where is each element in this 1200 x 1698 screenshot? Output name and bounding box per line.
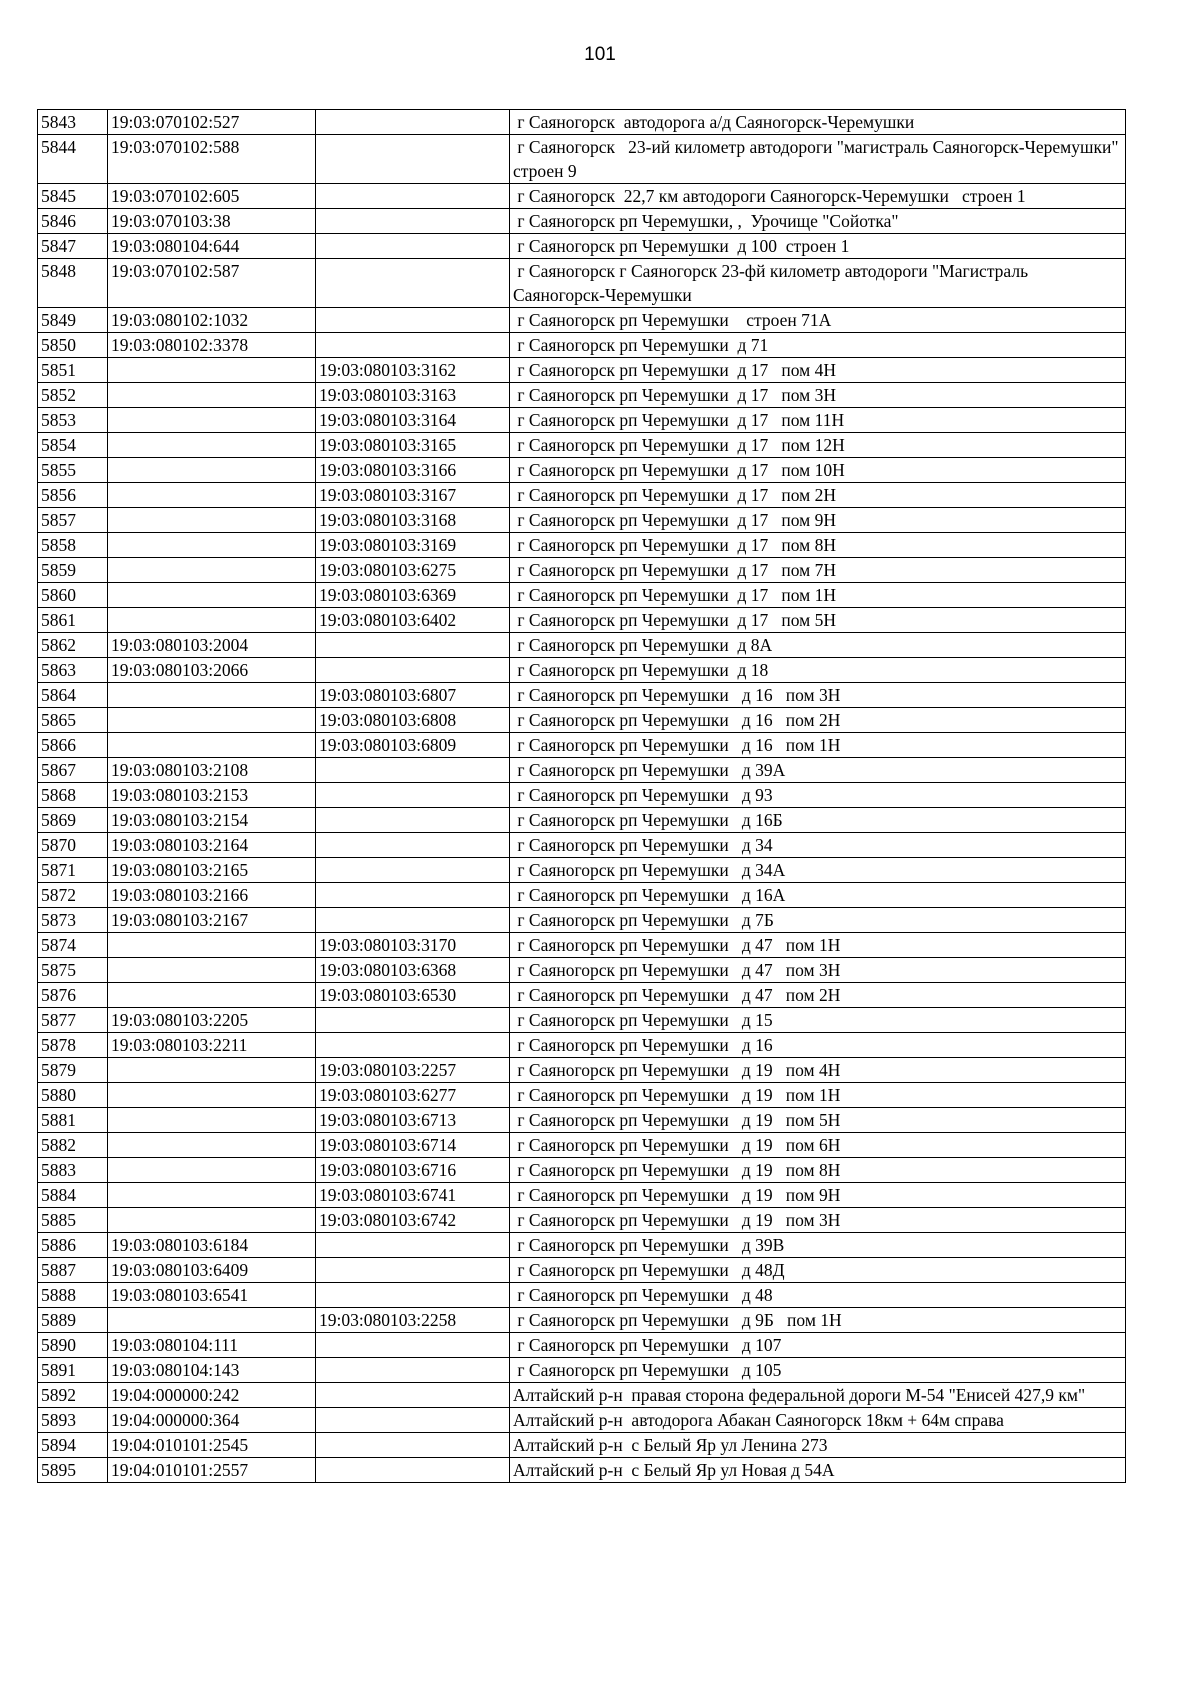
table-row [38,1283,1126,1308]
row-number-cell: 5850 [38,333,108,358]
table-row [38,758,1126,783]
row-number-cell: 5869 [38,808,108,833]
row-number-cell: 5858 [38,533,108,558]
address-cell: г Саяногорск рп Черемушки д 17 пом 1Н [510,583,1126,608]
address-cell: г Саяногорск рп Черемушки д 105 [510,1358,1126,1383]
premises-cadastral-number-cell [316,883,510,908]
table-row [38,234,1126,259]
cadastral-number-cell: 19:04:000000:242 [108,1383,316,1408]
table-row [38,135,1126,184]
cadastral-number-cell [108,433,316,458]
table-row [38,1008,1126,1033]
address-cell: г Саяногорск рп Черемушки д 19 пом 3Н [510,1208,1126,1233]
address-cell: г Саяногорск рп Черемушки д 48Д [510,1258,1126,1283]
page-number: 101 [584,44,616,65]
row-number-cell: 5866 [38,733,108,758]
cadastral-number-cell [108,1308,316,1333]
premises-cadastral-number-cell [316,1433,510,1458]
cadastral-number-cell: 19:04:010101:2545 [108,1433,316,1458]
cadastral-number-cell: 19:03:070102:527 [108,110,316,135]
row-number-cell: 5868 [38,783,108,808]
cadastral-number-cell [108,558,316,583]
cadastral-number-cell [108,608,316,633]
row-number-cell: 5888 [38,1283,108,1308]
row-number-cell: 5874 [38,933,108,958]
table-row [38,883,1126,908]
table-row [38,658,1126,683]
cadastral-number-cell [108,1158,316,1183]
premises-cadastral-number-cell: 19:03:080103:3169 [316,533,510,558]
row-number-cell: 5876 [38,983,108,1008]
address-cell: г Саяногорск рп Черемушки д 17 пом 4Н [510,358,1126,383]
address-cell: г Саяногорск рп Черемушки д 34 [510,833,1126,858]
table-row [38,1358,1126,1383]
cadastral-number-cell [108,1108,316,1133]
premises-cadastral-number-cell [316,234,510,259]
row-number-cell: 5852 [38,383,108,408]
premises-cadastral-number-cell: 19:03:080103:6716 [316,1158,510,1183]
address-cell: г Саяногорск рп Черемушки д 17 пом 3Н [510,383,1126,408]
row-number-cell: 5885 [38,1208,108,1233]
premises-cadastral-number-cell: 19:03:080103:6368 [316,958,510,983]
cadastral-number-cell: 19:03:080103:6409 [108,1258,316,1283]
table-row [38,458,1126,483]
row-number-cell: 5895 [38,1458,108,1483]
address-cell: г Саяногорск 23-ий километр автодороги "магистраль Саяногорск-Черемушки" строен 9 [510,135,1126,184]
cadastral-number-cell: 19:03:080103:2004 [108,633,316,658]
row-number-cell: 5849 [38,308,108,333]
address-cell: г Саяногорск рп Черемушки д 93 [510,783,1126,808]
address-cell: Алтайский р-н с Белый Яр ул Новая д 54А [510,1458,1126,1483]
address-cell: г Саяногорск рп Черемушки д 9Б пом 1Н [510,1308,1126,1333]
cadastral-number-cell [108,508,316,533]
cadastral-number-cell: 19:03:080102:1032 [108,308,316,333]
address-cell: г Саяногорск рп Черемушки д 16 пом 3Н [510,683,1126,708]
row-number-cell: 5881 [38,1108,108,1133]
address-cell: г Саяногорск рп Черемушки д 16 пом 1Н [510,733,1126,758]
premises-cadastral-number-cell: 19:03:080103:6275 [316,558,510,583]
row-number-cell: 5886 [38,1233,108,1258]
table-row [38,1308,1126,1333]
address-cell: г Саяногорск рп Черемушки д 16 пом 2Н [510,708,1126,733]
address-cell: г Саяногорск рп Черемушки, , Урочище "Сойотка" [510,209,1126,234]
table-row [38,358,1126,383]
row-number-cell: 5883 [38,1158,108,1183]
registry-table-body [38,110,1132,1483]
row-number-cell: 5871 [38,858,108,883]
table-row [38,783,1126,808]
row-number-cell: 5890 [38,1333,108,1358]
table-row [38,259,1126,308]
premises-cadastral-number-cell [316,1458,510,1483]
cadastral-number-cell: 19:03:070103:38 [108,209,316,234]
cadastral-number-cell [108,1083,316,1108]
cadastral-number-cell: 19:03:080103:2165 [108,858,316,883]
cadastral-number-cell [108,683,316,708]
row-number-cell: 5887 [38,1258,108,1283]
table-row [38,533,1126,558]
table-row [38,633,1126,658]
premises-cadastral-number-cell [316,633,510,658]
table-row [38,1458,1126,1483]
row-number-cell: 5864 [38,683,108,708]
premises-cadastral-number-cell: 19:03:080103:3164 [316,408,510,433]
cadastral-number-cell: 19:03:080104:644 [108,234,316,259]
address-cell: Алтайский р-н с Белый Яр ул Ленина 273 [510,1433,1126,1458]
row-number-cell: 5879 [38,1058,108,1083]
cadastral-number-cell: 19:03:080103:2154 [108,808,316,833]
address-cell: г Саяногорск рп Черемушки д 18 [510,658,1126,683]
table-row [38,483,1126,508]
address-cell: г Саяногорск рп Черемушки д 7Б [510,908,1126,933]
cadastral-number-cell [108,983,316,1008]
row-number-cell: 5845 [38,184,108,209]
premises-cadastral-number-cell: 19:03:080103:6713 [316,1108,510,1133]
premises-cadastral-number-cell: 19:03:080103:6402 [316,608,510,633]
premises-cadastral-number-cell [316,908,510,933]
cadastral-number-cell [108,583,316,608]
row-number-cell: 5891 [38,1358,108,1383]
premises-cadastral-number-cell [316,1233,510,1258]
table-row [38,184,1126,209]
address-cell: г Саяногорск рп Черемушки д 16Б [510,808,1126,833]
row-number-cell: 5853 [38,408,108,433]
cadastral-number-cell: 19:03:070102:587 [108,259,316,308]
cadastral-number-cell [108,933,316,958]
table-row [38,1158,1126,1183]
premises-cadastral-number-cell: 19:03:080103:6808 [316,708,510,733]
table-row [38,1408,1126,1433]
cadastral-number-cell [108,708,316,733]
table-row [38,433,1126,458]
table-row [38,708,1126,733]
table-row [38,908,1126,933]
address-cell: Алтайский р-н правая сторона федеральной дороги М-54 "Енисей 427,9 км" [510,1383,1126,1408]
table-row [38,858,1126,883]
cadastral-number-cell: 19:03:080103:2167 [108,908,316,933]
cadastral-number-cell: 19:03:080103:2108 [108,758,316,783]
premises-cadastral-number-cell [316,758,510,783]
address-cell: г Саяногорск рп Черемушки д 17 пом 10Н [510,458,1126,483]
address-cell: г Саяногорск рп Черемушки д 100 строен 1 [510,234,1126,259]
address-cell: г Саяногорск рп Черемушки д 17 пом 5Н [510,608,1126,633]
premises-cadastral-number-cell [316,110,510,135]
address-cell: г Саяногорск 22,7 км автодороги Саяногорск-Черемушки строен 1 [510,184,1126,209]
address-cell: г Саяногорск рп Черемушки д 17 пом 12Н [510,433,1126,458]
cadastral-number-cell: 19:03:080103:6541 [108,1283,316,1308]
table-row [38,1033,1126,1058]
row-number-cell: 5846 [38,209,108,234]
address-cell: г Саяногорск рп Черемушки д 47 пом 2Н [510,983,1126,1008]
table-row [38,110,1126,135]
table-row [38,308,1126,333]
premises-cadastral-number-cell [316,833,510,858]
address-cell: г Саяногорск рп Черемушки д 19 пом 8Н [510,1158,1126,1183]
cadastral-number-cell: 19:03:080102:3378 [108,333,316,358]
premises-cadastral-number-cell [316,783,510,808]
premises-cadastral-number-cell: 19:03:080103:3168 [316,508,510,533]
cadastral-number-cell [108,383,316,408]
table-row [38,1383,1126,1408]
address-cell: г Саяногорск рп Черемушки д 39А [510,758,1126,783]
row-number-cell: 5863 [38,658,108,683]
premises-cadastral-number-cell [316,858,510,883]
cadastral-number-cell: 19:03:080103:2211 [108,1033,316,1058]
row-number-cell: 5884 [38,1183,108,1208]
table-row [38,1233,1126,1258]
cadastral-number-cell: 19:03:080103:2153 [108,783,316,808]
premises-cadastral-number-cell: 19:03:080103:6741 [316,1183,510,1208]
address-cell: г Саяногорск г Саяногорск 23-фй километр автодороги "Магистраль Саяногорск-Черемушки [510,259,1126,308]
address-cell: г Саяногорск рп Черемушки д 47 пом 3Н [510,958,1126,983]
premises-cadastral-number-cell [316,1408,510,1433]
address-cell: г Саяногорск рп Черемушки д 39В [510,1233,1126,1258]
address-cell: г Саяногорск рп Черемушки д 16А [510,883,1126,908]
premises-cadastral-number-cell [316,135,510,184]
row-number-cell: 5862 [38,633,108,658]
cadastral-number-cell: 19:03:080103:2164 [108,833,316,858]
table-row [38,983,1126,1008]
address-cell: г Саяногорск рп Черемушки д 19 пом 1Н [510,1083,1126,1108]
row-number-cell: 5873 [38,908,108,933]
address-cell: г Саяногорск рп Черемушки д 19 пом 6Н [510,1133,1126,1158]
row-number-cell: 5860 [38,583,108,608]
table-row [38,1133,1126,1158]
row-number-cell: 5859 [38,558,108,583]
address-cell: г Саяногорск рп Черемушки д 15 [510,1008,1126,1033]
table-row [38,408,1126,433]
premises-cadastral-number-cell [316,333,510,358]
premises-cadastral-number-cell: 19:03:080103:6369 [316,583,510,608]
cadastral-number-cell [108,533,316,558]
row-number-cell: 5889 [38,1308,108,1333]
premises-cadastral-number-cell: 19:03:080103:3167 [316,483,510,508]
cadastral-number-cell: 19:03:080103:2205 [108,1008,316,1033]
address-cell: г Саяногорск рп Черемушки д 19 пом 9Н [510,1183,1126,1208]
address-cell: г Саяногорск рп Черемушки д 17 пом 9Н [510,508,1126,533]
table-row [38,583,1126,608]
premises-cadastral-number-cell [316,658,510,683]
premises-cadastral-number-cell [316,1258,510,1283]
row-number-cell: 5882 [38,1133,108,1158]
premises-cadastral-number-cell: 19:03:080103:2257 [316,1058,510,1083]
row-number-cell: 5855 [38,458,108,483]
premises-cadastral-number-cell: 19:03:080103:6807 [316,683,510,708]
cadastral-number-cell [108,1208,316,1233]
premises-cadastral-number-cell [316,1383,510,1408]
row-number-cell: 5892 [38,1383,108,1408]
table-row [38,733,1126,758]
row-number-cell: 5893 [38,1408,108,1433]
row-number-cell: 5854 [38,433,108,458]
premises-cadastral-number-cell [316,1333,510,1358]
cadastral-number-cell: 19:03:080104:143 [108,1358,316,1383]
registry-table [37,109,1132,1483]
table-row [38,558,1126,583]
table-row [38,209,1126,234]
address-cell: г Саяногорск автодорога а/д Саяногорск-Черемушки [510,110,1126,135]
premises-cadastral-number-cell: 19:03:080103:3163 [316,383,510,408]
table-row [38,1083,1126,1108]
cadastral-number-cell: 19:03:080103:2066 [108,658,316,683]
table-row [38,833,1126,858]
cadastral-number-cell [108,1133,316,1158]
premises-cadastral-number-cell: 19:03:080103:6530 [316,983,510,1008]
premises-cadastral-number-cell: 19:03:080103:6277 [316,1083,510,1108]
address-cell: г Саяногорск рп Черемушки д 8А [510,633,1126,658]
cadastral-number-cell [108,958,316,983]
table-row [38,1108,1126,1133]
table-row [38,608,1126,633]
address-cell: г Саяногорск рп Черемушки д 17 пом 11Н [510,408,1126,433]
cadastral-number-cell: 19:03:080103:2166 [108,883,316,908]
cadastral-number-cell [108,1058,316,1083]
address-cell: г Саяногорск рп Черемушки д 17 пом 2Н [510,483,1126,508]
row-number-cell: 5851 [38,358,108,383]
table-row [38,1208,1126,1233]
premises-cadastral-number-cell [316,209,510,234]
premises-cadastral-number-cell [316,308,510,333]
premises-cadastral-number-cell [316,1283,510,1308]
address-cell: г Саяногорск рп Черемушки д 71 [510,333,1126,358]
table-row [38,1433,1126,1458]
cadastral-number-cell: 19:04:010101:2557 [108,1458,316,1483]
row-number-cell: 5861 [38,608,108,633]
table-row [38,1183,1126,1208]
table-row [38,958,1126,983]
address-cell: г Саяногорск рп Черемушки строен 71А [510,308,1126,333]
row-number-cell: 5847 [38,234,108,259]
row-number-cell: 5878 [38,1033,108,1058]
row-number-cell: 5844 [38,135,108,184]
premises-cadastral-number-cell [316,1033,510,1058]
premises-cadastral-number-cell: 19:03:080103:3162 [316,358,510,383]
address-cell: г Саяногорск рп Черемушки д 19 пом 5Н [510,1108,1126,1133]
cadastral-number-cell: 19:03:070102:605 [108,184,316,209]
cadastral-number-cell: 19:03:070102:588 [108,135,316,184]
cadastral-number-cell [108,458,316,483]
cadastral-number-cell [108,358,316,383]
table-row [38,1333,1126,1358]
cadastral-number-cell [108,408,316,433]
row-number-cell: 5843 [38,110,108,135]
row-number-cell: 5875 [38,958,108,983]
address-cell: г Саяногорск рп Черемушки д 34А [510,858,1126,883]
address-cell: Алтайский р-н автодорога Абакан Саяногорск 18км + 64м справа [510,1408,1126,1433]
table-row [38,333,1126,358]
premises-cadastral-number-cell [316,808,510,833]
address-cell: г Саяногорск рп Черемушки д 17 пом 8Н [510,533,1126,558]
premises-cadastral-number-cell [316,259,510,308]
row-number-cell: 5857 [38,508,108,533]
row-number-cell: 5872 [38,883,108,908]
address-cell: г Саяногорск рп Черемушки д 19 пом 4Н [510,1058,1126,1083]
premises-cadastral-number-cell: 19:03:080103:3170 [316,933,510,958]
premises-cadastral-number-cell: 19:03:080103:3165 [316,433,510,458]
cadastral-number-cell: 19:04:000000:364 [108,1408,316,1433]
address-cell: г Саяногорск рп Черемушки д 16 [510,1033,1126,1058]
row-number-cell: 5877 [38,1008,108,1033]
premises-cadastral-number-cell [316,1358,510,1383]
row-number-cell: 5856 [38,483,108,508]
premises-cadastral-number-cell [316,184,510,209]
premises-cadastral-number-cell: 19:03:080103:6809 [316,733,510,758]
table-row [38,808,1126,833]
table-row [38,383,1126,408]
cadastral-number-cell [108,1183,316,1208]
premises-cadastral-number-cell: 19:03:080103:2258 [316,1308,510,1333]
address-cell: г Саяногорск рп Черемушки д 47 пом 1Н [510,933,1126,958]
table-row [38,933,1126,958]
row-number-cell: 5894 [38,1433,108,1458]
premises-cadastral-number-cell [316,1008,510,1033]
cadastral-number-cell [108,483,316,508]
address-cell: г Саяногорск рп Черемушки д 107 [510,1333,1126,1358]
premises-cadastral-number-cell: 19:03:080103:6742 [316,1208,510,1233]
row-number-cell: 5867 [38,758,108,783]
premises-cadastral-number-cell: 19:03:080103:3166 [316,458,510,483]
row-number-cell: 5880 [38,1083,108,1108]
table-row [38,508,1126,533]
row-number-cell: 5870 [38,833,108,858]
table-row [38,1058,1126,1083]
cadastral-number-cell [108,733,316,758]
address-cell: г Саяногорск рп Черемушки д 48 [510,1283,1126,1308]
table-row [38,1258,1126,1283]
address-cell: г Саяногорск рп Черемушки д 17 пом 7Н [510,558,1126,583]
row-number-cell: 5865 [38,708,108,733]
cadastral-number-cell: 19:03:080103:6184 [108,1233,316,1258]
row-number-cell: 5848 [38,259,108,308]
cadastral-number-cell: 19:03:080104:111 [108,1333,316,1358]
table-row [38,683,1126,708]
premises-cadastral-number-cell: 19:03:080103:6714 [316,1133,510,1158]
